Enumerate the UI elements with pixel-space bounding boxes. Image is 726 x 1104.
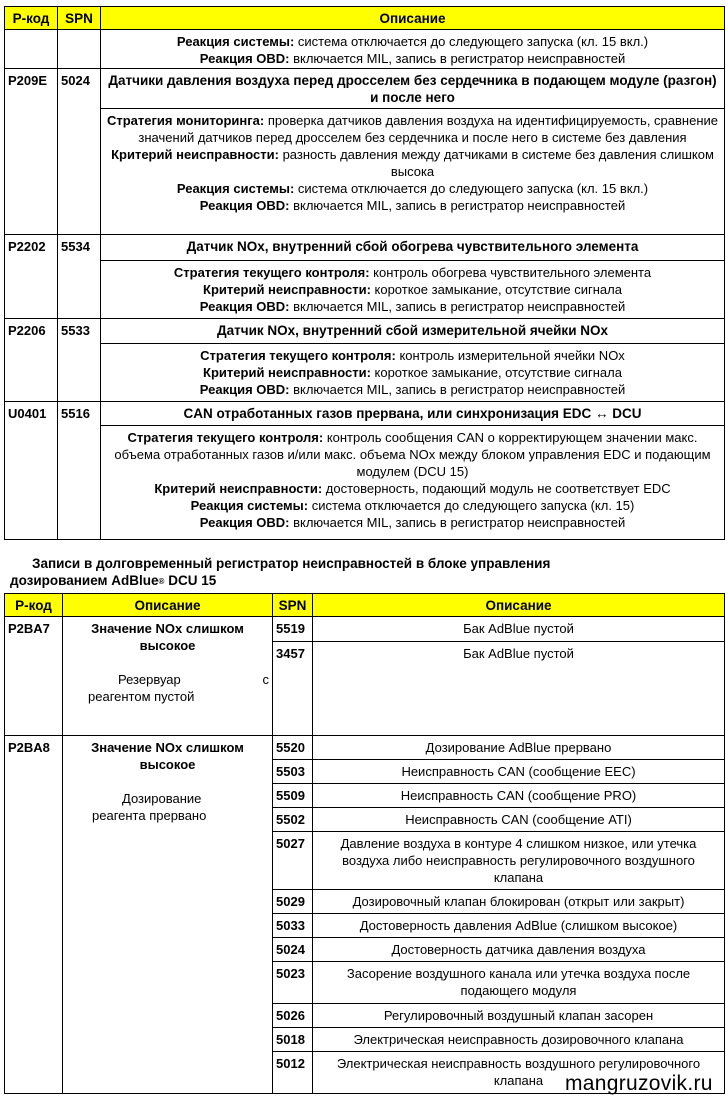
section-title-line-2: дозированием AdBlue® DCU 15 bbox=[10, 573, 217, 588]
header-description: Описание bbox=[63, 594, 273, 617]
strategy-line: Стратегия мониторинга: проверка датчиков давления воздуха на идентифицируемость, сравнение значений датчиков перед дросселем без сердечника и после него в системе без давления bbox=[106, 113, 719, 145]
reaction-obd-line: Реакция OBD: включается MIL, запись в регистратор неисправностей bbox=[199, 382, 626, 397]
table-header-row bbox=[5, 594, 725, 617]
spn-cell: 5012 bbox=[273, 1052, 313, 1094]
header-p-code: Р-код bbox=[5, 594, 63, 617]
spn-description: Достоверность датчика давления воздуха bbox=[313, 938, 725, 962]
header-description: Описание bbox=[101, 7, 725, 30]
spn-description: Достоверность давления AdBlue (слишком высокое) bbox=[313, 914, 725, 938]
spn-cell: 5027 bbox=[273, 832, 313, 890]
group-title: Значение NOx слишком высокое bbox=[91, 740, 244, 772]
spn-cell: 5533 bbox=[58, 319, 101, 402]
spn-cell: 5018 bbox=[273, 1028, 313, 1052]
section-title bbox=[10, 555, 710, 591]
reaction-obd-line: Реакция OBD: включается MIL, запись в регистратор неисправностей bbox=[199, 198, 626, 213]
code-cell: U0401 bbox=[5, 402, 58, 540]
spn-description: Бак AdBlue пустой bbox=[313, 617, 725, 642]
group-description-cell bbox=[63, 736, 273, 1094]
spn-cell: 5509 bbox=[273, 784, 313, 808]
description-cell bbox=[101, 426, 725, 540]
table-row bbox=[5, 426, 725, 540]
spn-cell: 5033 bbox=[273, 914, 313, 938]
spn-cell: 3457 bbox=[273, 642, 313, 736]
group-desc-b: с bbox=[262, 672, 269, 687]
spn-description: Неисправность CAN (сообщение ATI) bbox=[313, 808, 725, 832]
reaction-obd-line: Реакция OBD: включается MIL, запись в регистратор неисправностей bbox=[199, 299, 626, 314]
group-description-cell bbox=[63, 617, 273, 736]
table-row bbox=[5, 109, 725, 235]
table-header-row bbox=[5, 7, 725, 30]
description-cell bbox=[101, 344, 725, 402]
header-spn: SPN bbox=[58, 7, 101, 30]
spn-cell: 5026 bbox=[273, 1004, 313, 1028]
strategy-line: Стратегия текущего контроля: контроль обогрева чувствительного элемента bbox=[173, 265, 652, 280]
criterion-line: Критерий неисправности: короткое замыкание, отсутствие сигнала bbox=[203, 365, 622, 380]
fault-title: Датчики давления воздуха перед дросселем без сердечника в подающем модуле (разгон) и после него bbox=[101, 69, 725, 109]
table-row bbox=[5, 69, 725, 109]
strategy-line: Стратегия текущего контроля: контроль сообщения CAN о корректирующем значении макс. объема отработанных газов и/или макс. объема NOx между блоком управления EDC и подающим модулем (DCU 15) bbox=[114, 430, 711, 479]
spn-cell: 5516 bbox=[58, 402, 101, 540]
group-title: Значение NOx слишком высокое bbox=[91, 621, 244, 653]
spn-description: Электрическая неисправность воздушного регулировочного клапана bbox=[313, 1052, 725, 1094]
code-cell: P2202 bbox=[5, 235, 58, 319]
table-row bbox=[5, 344, 725, 402]
spn-cell: 5024 bbox=[58, 69, 101, 235]
spn-cell: 5029 bbox=[273, 890, 313, 914]
description-cell bbox=[101, 30, 725, 69]
header-spn: SPN bbox=[273, 594, 313, 617]
spn-description: Засорение воздушного канала или утечка воздуха после подающего модуля bbox=[313, 962, 725, 1004]
section-title-line-1: Записи в долговременный регистратор неисправностей в блоке управления bbox=[32, 556, 551, 571]
description-cell bbox=[101, 109, 725, 235]
header-p-code: Р-код bbox=[5, 7, 58, 30]
table-row bbox=[5, 235, 725, 261]
spn-description: Дозирование AdBlue прервано bbox=[313, 736, 725, 760]
spn-cell: 5023 bbox=[273, 962, 313, 1004]
table-row bbox=[5, 402, 725, 426]
code-cell: P209E bbox=[5, 69, 58, 235]
code-cell: P2BA8 bbox=[5, 736, 63, 1094]
table-row bbox=[5, 30, 725, 69]
spn-cell: 5520 bbox=[273, 736, 313, 760]
reaction-obd-line: Реакция OBD: включается MIL, запись в регистратор неисправностей bbox=[199, 51, 626, 66]
spn-description: Регулировочный воздушный клапан засорен bbox=[313, 1004, 725, 1028]
table-row bbox=[5, 319, 725, 344]
spn-description: Дозировочный клапан блокирован (открыт или закрыт) bbox=[313, 890, 725, 914]
reaction-obd-line: Реакция OBD: включается MIL, запись в регистратор неисправностей bbox=[199, 515, 626, 530]
fault-table-dcu bbox=[4, 593, 725, 1094]
group-desc-c: реагентом пустой bbox=[88, 689, 195, 704]
spn-cell: 5534 bbox=[58, 235, 101, 319]
spn-cell: 5502 bbox=[273, 808, 313, 832]
fault-table-edc bbox=[4, 6, 725, 540]
table-row bbox=[5, 736, 725, 760]
spn-cell: 5503 bbox=[273, 760, 313, 784]
description-cell bbox=[101, 261, 725, 319]
spn-description: Давление воздуха в контуре 4 слишком низкое, или утечка воздуха либо неисправность регулировочного воздушного клапана bbox=[313, 832, 725, 890]
table-row bbox=[5, 261, 725, 319]
table-row bbox=[5, 617, 725, 642]
reaction-system-line: Реакция системы: система отключается до следующего запуска (кл. 15 вкл.) bbox=[176, 34, 649, 49]
reaction-system-line: Реакция системы: система отключается до следующего запуска (кл. 15) bbox=[190, 498, 635, 513]
code-cell: P2206 bbox=[5, 319, 58, 402]
criterion-line: Критерий неисправности: короткое замыкание, отсутствие сигнала bbox=[203, 282, 622, 297]
registered-mark: ® bbox=[158, 577, 165, 586]
spn-cell: 5519 bbox=[273, 617, 313, 642]
spn-description: Бак AdBlue пустой bbox=[313, 642, 725, 736]
reaction-system-line: Реакция системы: система отключается до следующего запуска (кл. 15 вкл.) bbox=[176, 181, 649, 196]
spn-cell: 5024 bbox=[273, 938, 313, 962]
strategy-line: Стратегия текущего контроля: контроль измерительной ячейки NOx bbox=[200, 348, 625, 363]
code-cell bbox=[5, 30, 58, 69]
spn-description: Неисправность CAN (сообщение PRO) bbox=[313, 784, 725, 808]
header-description-2: Описание bbox=[313, 594, 725, 617]
fault-title: CAN отработанных газов прервана, или синхронизация EDC ↔ DCU bbox=[101, 402, 725, 426]
group-desc-a: Дозирование bbox=[122, 791, 202, 806]
criterion-line: Критерий неисправности: достоверность, подающий модуль не соответствует EDC bbox=[154, 481, 671, 496]
spn-cell bbox=[58, 30, 101, 69]
fault-title: Датчик NOx, внутренний сбой измерительной ячейки NOx bbox=[101, 319, 725, 344]
code-cell: P2BA7 bbox=[5, 617, 63, 736]
site-watermark: mangruzovik.ru bbox=[565, 1072, 713, 1095]
spn-description: Неисправность CAN (сообщение EEC) bbox=[313, 760, 725, 784]
group-desc-c: реагента прервано bbox=[92, 808, 207, 823]
fault-title: Датчик NOx, внутренний сбой обогрева чувствительного элемента bbox=[101, 235, 725, 261]
criterion-line: Критерий неисправности: разность давления между датчиками в системе без давления слишком высока bbox=[111, 147, 714, 179]
spn-description: Электрическая неисправность дозировочного клапана bbox=[313, 1028, 725, 1052]
group-desc-a: Резервуар bbox=[118, 672, 181, 687]
